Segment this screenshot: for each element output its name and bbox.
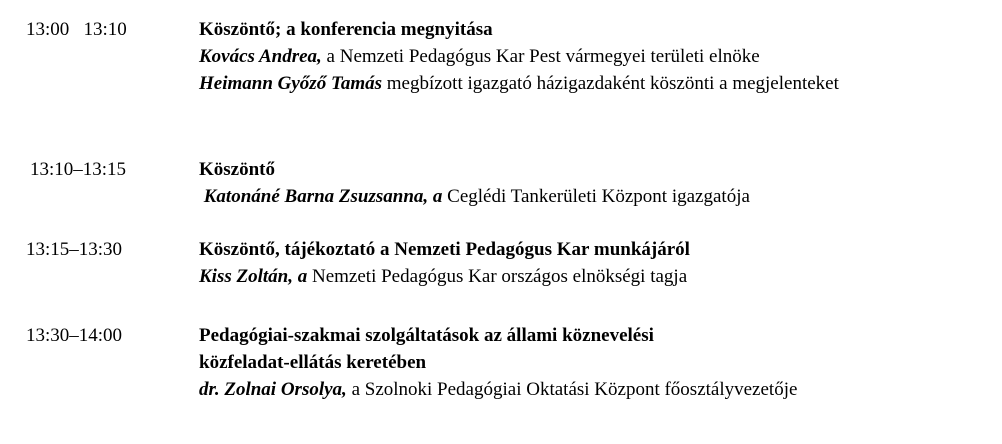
agenda-time-2: 13:10–13:15: [30, 159, 127, 180]
speaker-line: [199, 70, 869, 97]
speaker-name: dr. Zolnai Orsolya,: [199, 379, 347, 400]
agenda-title-2: Köszöntő: [199, 159, 275, 180]
agenda-title-3: Köszöntő, tájékoztató a Nemzeti Pedagógus Kar munkájáról: [199, 239, 690, 260]
speaker-name: Heimann Győző Tamás: [199, 73, 382, 94]
agenda-entry-2: [199, 156, 989, 210]
speaker-name: Kiss Zoltán, a: [199, 266, 308, 287]
speaker-role: Ceglédi Tankerületi Központ igazgatója: [442, 186, 750, 207]
agenda-title-4a: Pedagógiai-szakmai szolgáltatások az állami köznevelési: [199, 325, 654, 346]
agenda-title-1: Köszöntő; a konferencia megnyitása: [199, 19, 493, 40]
speaker-line: [199, 263, 989, 290]
speaker-role: a Szolnoki Pedagógiai Oktatási Központ főosztályvezetője: [346, 379, 798, 400]
agenda-title-4b: közfeladat-ellátás keretében: [199, 352, 427, 373]
speaker-name: Katonáné Barna Zsuzsanna, a: [199, 186, 443, 207]
agenda-time-3: 13:15–13:30: [26, 239, 123, 260]
speaker-line: [199, 183, 989, 210]
speaker-name: Kovács Andrea,: [199, 46, 322, 67]
speaker-line: [199, 376, 799, 403]
agenda-time-4: 13:30–14:00: [26, 325, 123, 346]
agenda-entry-3: [199, 236, 989, 290]
agenda-time-1: 13:00 13:10: [26, 19, 127, 40]
speaker-role: Nemzeti Pedagógus Kar országos elnökségi tagja: [307, 266, 688, 287]
agenda-entry-4: [199, 322, 989, 403]
agenda-entry-1: [199, 16, 989, 97]
speaker-line: [199, 43, 989, 70]
speaker-role: a Nemzeti Pedagógus Kar Pest vármegyei területi elnöke: [321, 46, 760, 67]
speaker-role: megbízott igazgató házigazdaként köszönti a megjelenteket: [382, 73, 839, 94]
